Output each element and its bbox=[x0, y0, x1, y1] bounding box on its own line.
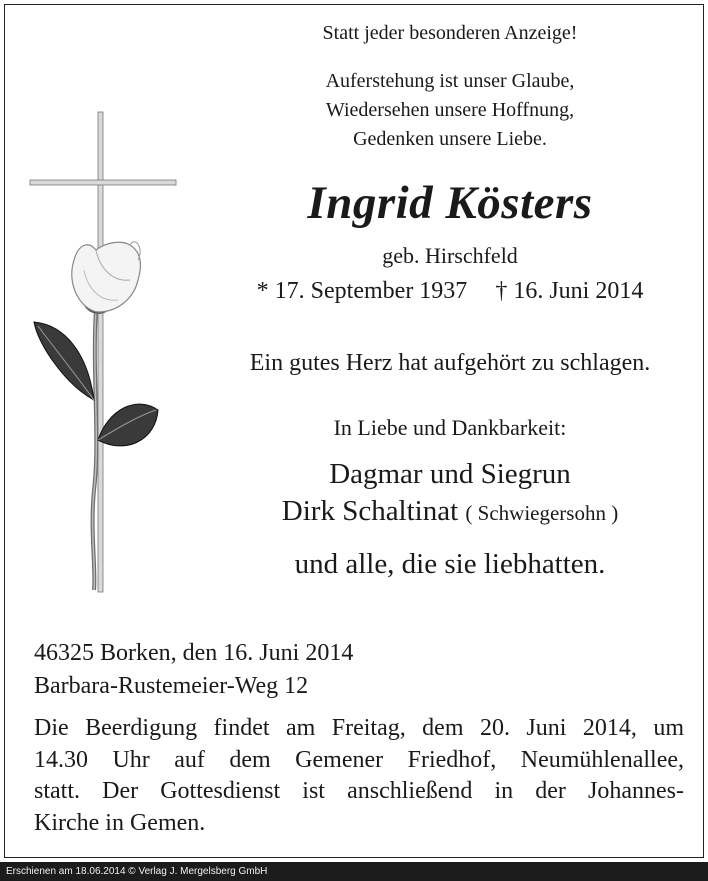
mourners-line: und alle, die sie liebhatten. bbox=[294, 548, 606, 580]
mourner-relation: ( Schwiegersohn ) bbox=[465, 501, 619, 525]
motto bbox=[200, 67, 700, 154]
maiden-name: geb. Hirschfeld bbox=[382, 243, 518, 268]
motto-line: Auferstehung ist unser Glaube, bbox=[325, 70, 575, 92]
address-line: 46325 Borken, den 16. Juni 2014 bbox=[34, 640, 354, 666]
mourner-name: Dirk Schaltinat bbox=[281, 495, 459, 527]
funeral-line: 14.30 Uhr auf dem Gemener Friedhof, Neumühlenallee, bbox=[34, 746, 684, 773]
life-dates bbox=[200, 278, 700, 305]
birth-date: * 17. September 1937 bbox=[256, 278, 468, 304]
death-date: † 16. Juni 2014 bbox=[495, 278, 644, 304]
cross-and-rose-image bbox=[26, 110, 186, 600]
motto-line: Gedenken unsere Liebe. bbox=[353, 128, 547, 150]
memorial-line: Ein gutes Herz hat aufgehört zu schlagen. bbox=[249, 350, 651, 376]
publication-footer: Erschienen am 18.06.2014 © Verlag J. Mergelsberg GmbH bbox=[0, 862, 708, 881]
deceased-name: Ingrid Kösters bbox=[307, 177, 593, 229]
funeral-info bbox=[34, 713, 684, 839]
notice-line: Statt jeder besonderen Anzeige! bbox=[322, 22, 578, 44]
mourners-line: Dagmar und Siegrun bbox=[329, 458, 571, 490]
funeral-line: Kirche in Gemen. bbox=[34, 809, 206, 836]
thanks-line: In Liebe und Dankbarkeit: bbox=[333, 415, 567, 440]
address-line: Barbara-Rustemeier-Weg 12 bbox=[34, 673, 309, 699]
funeral-line: Die Beerdigung findet am Freitag, dem 20. Juni 2014, um bbox=[34, 715, 684, 741]
motto-line: Wiedersehen unsere Hoffnung, bbox=[325, 99, 575, 121]
funeral-line: statt. Der Gottesdienst ist anschließend in der Johannes- bbox=[34, 778, 684, 804]
rose-image bbox=[72, 242, 141, 312]
mourners-line bbox=[200, 495, 700, 528]
